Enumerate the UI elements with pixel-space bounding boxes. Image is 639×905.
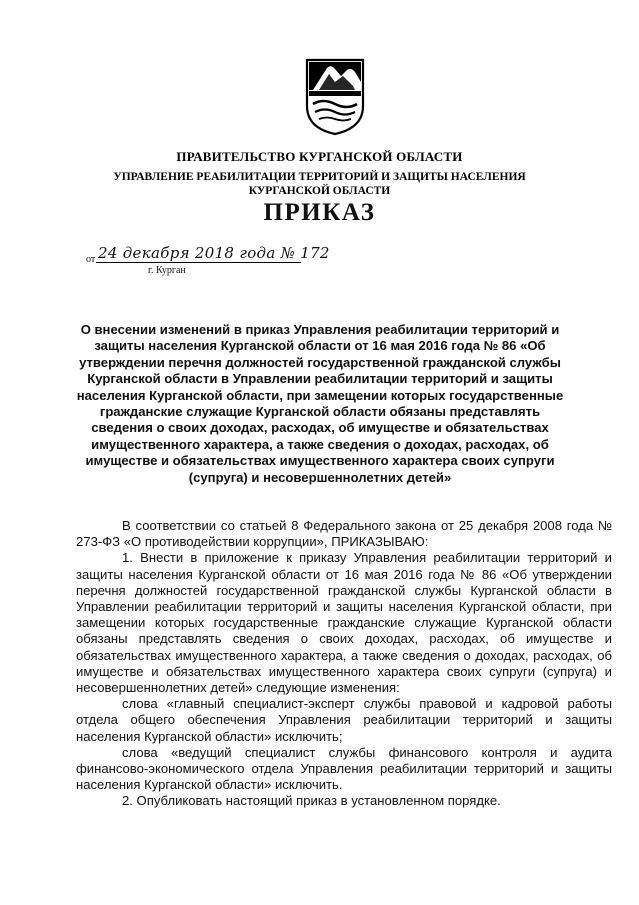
document-type-heading: ПРИКАЗ bbox=[263, 199, 376, 226]
department-name-line2: КУРГАНСКОЙ ОБЛАСТИ bbox=[248, 185, 391, 197]
order-title: О внесении изменений в приказ Управления реабилитации территорий и защиты населения Курганской области от 16 мая 2016 года № 86 «Об утверждении перечня должностей государственной гражданской службы Курганской области в Управлении реабилитации территорий и защиты населения Курганской области, при замещении которых государственные гражданские служащие Курганской области обязаны представлять сведения о своих доходах, расходах, об имуществе и обязательствах имущественного характера, а также сведения о доходах, расходах, об имуществе и обязательствах имущественного характера своих супруги (супруга) и несовершеннолетних детей» bbox=[76, 322, 564, 485]
order-body bbox=[76, 518, 612, 810]
body-paragraph: слова «главный специалист-эксперт службы правовой и кадровой работы отдела общего обеспечения Управления реабилитации территорий и защиты населения Курганской области» исключить; bbox=[76, 696, 612, 744]
city-label: г. Курган bbox=[148, 265, 186, 276]
date-underline bbox=[96, 262, 301, 263]
body-paragraph: В соответствии со статьей 8 Федерального закона от 25 декабря 2008 года № 273-ФЗ «О противодействии коррупции», ПРИКАЗЫВАЮ: bbox=[76, 518, 612, 550]
department-name-line1: УПРАВЛЕНИЕ РЕАБИЛИТАЦИИ ТЕРРИТОРИЙ И ЗАЩИТЫ НАСЕЛЕНИЯ bbox=[113, 171, 526, 183]
coat-of-arms-icon bbox=[305, 58, 365, 136]
government-name: ПРАВИТЕЛЬСТВО КУРГАНСКОЙ ОБЛАСТИ bbox=[176, 149, 463, 164]
body-paragraph: 1. Внести в приложение к приказу Управления реабилитации территорий и защиты населения Курганской области от 16 мая 2016 года № 86 «Об утверждении перечня должностей государственной гражданской службы Курганской области в Управлении реабилитации территорий и защиты населения Курганской области, при замещении которых государственные гражданские служащие Курганской области обязаны представлять сведения о своих доходах, расходах, об имуществе и обязательствах имущественного характера, а также сведения о доходах, расходах, об имуществе и обязательствах имущественного характера своих супруги (супруга) и несовершеннолетних детей» следующие изменения: bbox=[76, 550, 612, 696]
department-name bbox=[0, 170, 639, 198]
date-and-number-line bbox=[86, 244, 330, 286]
body-paragraph: слова «ведущий специалист службы финансового контроля и аудита финансово-экономического отдела Управления реабилитации территорий и защиты населения Курганской области» исключить. bbox=[76, 744, 612, 793]
body-paragraph: 2. Опубликовать настоящий приказ в установленном порядке. bbox=[122, 793, 501, 809]
handwritten-date-number: 24 декабря 2018 года № 172 bbox=[98, 244, 330, 262]
date-prefix: от bbox=[86, 254, 96, 265]
